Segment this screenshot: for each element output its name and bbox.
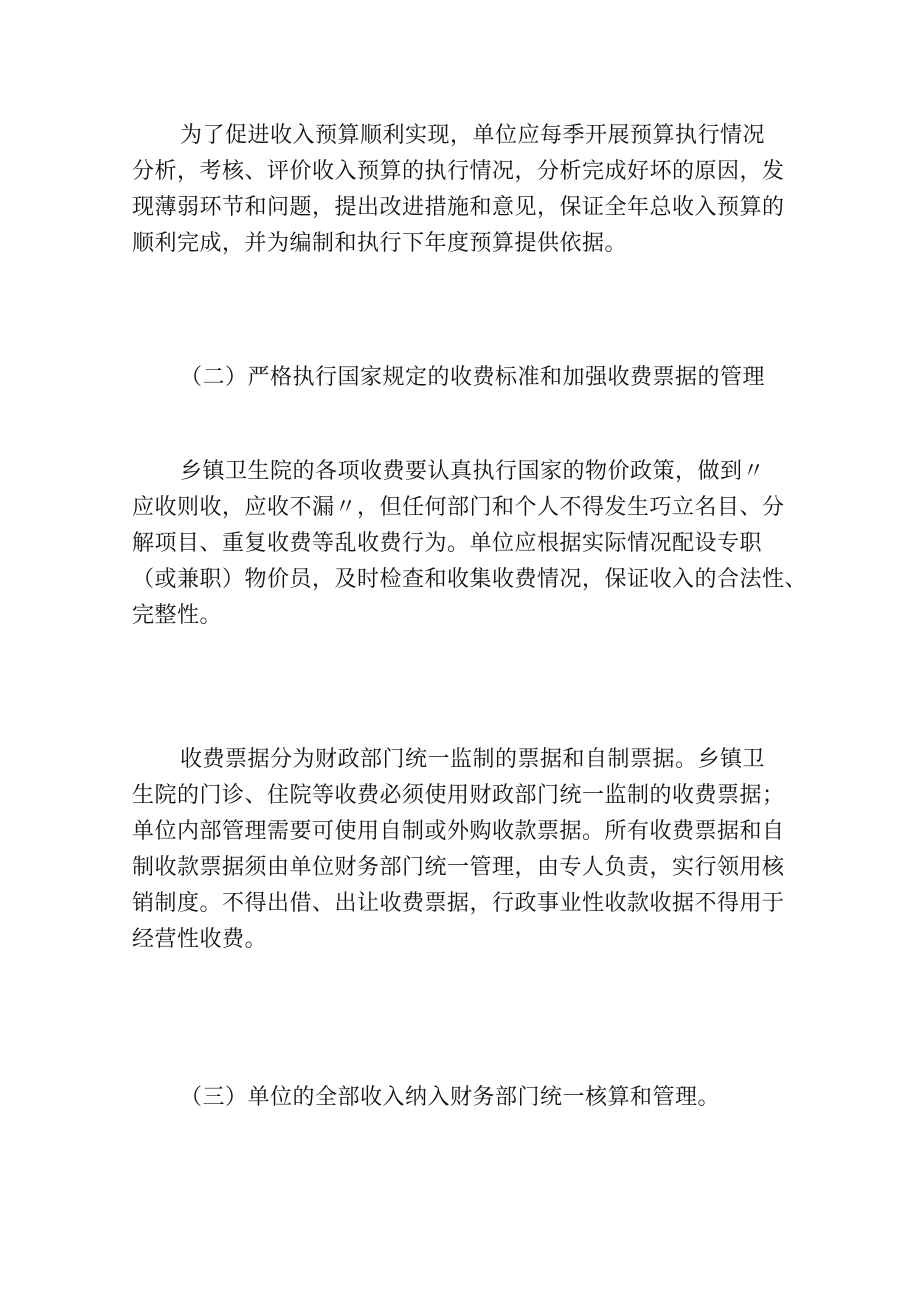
paragraph-line: （或兼职）物价员，及时检查和收集收费情况，保证收入的合法性、	[132, 567, 808, 592]
paragraph-line: 顺利完成，并为编制和执行下年度预算提供依据。	[132, 231, 628, 256]
paragraph-line: 分析，考核、评价收入预算的执行情况，分析完成好坏的原因，发	[132, 159, 785, 184]
paragraph-line: 为了促进收入预算顺利实现，单位应每季开展预算执行情况	[180, 123, 766, 148]
paragraph-line: 应收则收，应收不漏〃，但任何部门和个人不得发生巧立名目、分	[132, 495, 785, 520]
paragraph-line: 销制度。不得出借、出让收费票据，行政事业性收款收据不得用于	[132, 891, 785, 916]
paragraph-pricing-policy	[132, 454, 808, 634]
paragraph-line: 乡镇卫生院的各项收费要认真执行国家的物价政策，做到〃	[180, 459, 766, 484]
paragraph-line: 生院的门诊、住院等收费必须使用财政部门统一监制的收费票据；	[132, 783, 785, 808]
section-heading: （二）严格执行国家规定的收费标准和加强收费票据的管理	[180, 365, 766, 390]
paragraph-line: 完整性。	[132, 603, 223, 628]
paragraph-line: 单位内部管理需要可使用自制或外购收款票据。所有收费票据和自	[132, 819, 785, 844]
paragraph-line: 解项目、重复收费等乱收费行为。单位应根据实际情况配设专职	[132, 531, 763, 556]
paragraph-line: 现薄弱环节和问题，提出改进措施和意见，保证全年总收入预算的	[132, 195, 785, 220]
paragraph-line: 经营性收费。	[132, 927, 268, 952]
paragraph-budget-analysis	[132, 118, 808, 262]
section-heading-2	[132, 360, 808, 396]
paragraph-line: 收费票据分为财政部门统一监制的票据和自制票据。乡镇卫	[180, 747, 766, 772]
paragraph-line: 制收款票据须由单位财务部门统一管理，由专人负责，实行领用核	[132, 855, 785, 880]
section-heading: （三）单位的全部收入纳入财务部门统一核算和管理。	[180, 1085, 721, 1110]
section-heading-3	[132, 1080, 808, 1116]
paragraph-receipt-management	[132, 742, 808, 958]
